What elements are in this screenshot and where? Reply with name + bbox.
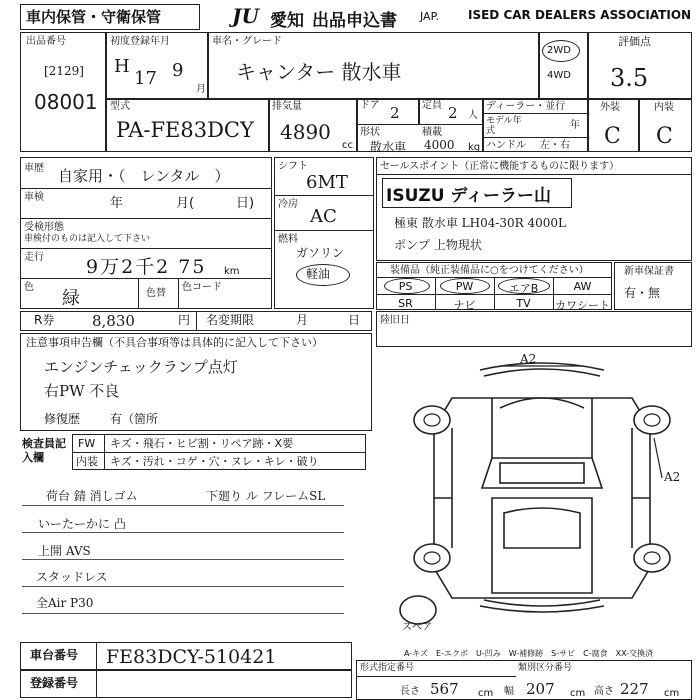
handle-label: ハンドル [486, 140, 526, 151]
interior-label: 内装 [654, 102, 674, 113]
capacity-value: 2 [448, 104, 458, 122]
model-year-unit: 年 [570, 120, 580, 131]
registration-era: H [114, 56, 130, 77]
lot-sub-number: [2129] [44, 64, 84, 78]
repair-label: 修復歴 [44, 412, 81, 426]
shift-label: シフト [278, 161, 308, 172]
color-value: 緑 [62, 288, 80, 309]
doors-value: 2 [390, 104, 400, 122]
equipment-label: 装備品（純正装備品に○をつけてください） [390, 265, 589, 276]
score-label: 評価点 [618, 35, 651, 48]
mileage-value: 9万2千2 75 [86, 256, 207, 278]
english-title: ISED CAR DEALERS ASSOCIATION [468, 8, 692, 22]
equip-navi: ナビ [453, 299, 476, 312]
equip-pw: PW [455, 280, 474, 293]
drive-2wd: 2WD [547, 45, 571, 56]
form-title: 出品申込書 [312, 11, 397, 31]
shape-label: 形状 [360, 127, 380, 138]
height-label: 高さ [594, 686, 614, 697]
ac-value: AC [310, 206, 337, 227]
recycle-label: R券 [34, 313, 55, 327]
ju-logo: JU [232, 4, 259, 28]
fuel-label: 燃料 [278, 234, 298, 245]
length-unit: cm [478, 688, 494, 699]
model-type-label: モデル年式 [486, 116, 522, 136]
rikuun-box [376, 311, 692, 347]
inspector-note-5: 全Air P30 [36, 596, 94, 610]
frame-value: FE83DCY-510421 [106, 646, 277, 668]
inspector-note-1b: 下廻り ル フレームSL [206, 489, 326, 503]
storage-label: 車内保管・守衛保管 [26, 8, 162, 26]
inspector-fw-label: FW [78, 437, 96, 450]
name-change-month: 月 [296, 313, 309, 327]
warranty-label: 新車保証書 [624, 266, 674, 277]
exterior-grade: C [604, 124, 621, 149]
vehicle-name-value: キャンター 散水車 [236, 60, 402, 84]
recycle-unit: 円 [178, 313, 191, 327]
drive-4wd: 4WD [547, 70, 571, 81]
load-label: 積載 [422, 127, 442, 138]
inspector-label: 検査員記入欄 [22, 437, 66, 464]
equip-tv: TV [516, 297, 531, 310]
diagram-top-mark: A2 [520, 352, 537, 366]
jap-label: JAP. [420, 10, 439, 23]
notes-line-2: 右PW 不良 [44, 382, 120, 400]
inspection-year: 年 [110, 196, 124, 211]
inspector-fw-items: キズ・飛石・ヒビ割・リペア跡・X要 [110, 437, 294, 450]
sales-point-label: セールスポイント（正常に機能するものに限ります） [380, 161, 620, 172]
damage-legend: A-キズ E-エクボ U-凹み W-補修跡 S-サビ C-腐食 XX-交換済 [404, 649, 654, 658]
color-label: 色 [24, 282, 34, 293]
doors-label: ドア [360, 100, 380, 111]
rikuun-label: 陸旧日 [380, 315, 410, 326]
name-change-day: 日 [348, 313, 361, 327]
sales-line-1: 極東 散水車 LH04-30R 4000L [394, 216, 567, 230]
association-name: 愛知 [270, 11, 304, 31]
reg-type-label: 形式指定番号 [360, 663, 415, 673]
displacement-value: 4890 [280, 120, 331, 144]
diagram-side-mark: A2 [664, 470, 681, 484]
mileage-unit: km [224, 266, 240, 277]
equip-airbag: エアB [508, 282, 539, 295]
registration-label: 初度登録年月 [110, 36, 170, 47]
model-value: PA-FE83DCY [116, 118, 254, 142]
load-unit: kg [468, 142, 481, 153]
equip-aw: AW [573, 280, 592, 293]
inspection-day: 日) [236, 196, 255, 211]
displacement-unit: cc [342, 140, 353, 151]
fuel-gasoline: ガソリン [296, 246, 345, 260]
interior-grade: C [656, 124, 673, 149]
equip-sr: SR [398, 297, 413, 310]
receipt-note: 車検付のものは記入して下さい [24, 234, 151, 244]
shape-value: 散水車 [370, 140, 407, 154]
score-value: 3.5 [610, 64, 649, 92]
lot-number: 08001 [34, 90, 98, 114]
color-change-label: 色替 [146, 288, 166, 299]
width-unit: cm [570, 688, 586, 699]
height-value: 227 [620, 680, 649, 698]
spare-label: スペア [402, 622, 432, 633]
equip-leather: カワシート [555, 299, 610, 312]
inspector-note-2: いーたーかに 凸 [38, 517, 126, 531]
fuel-diesel: 軽油 [306, 267, 331, 281]
registration-year: 17 [134, 68, 157, 89]
car-diagram [392, 348, 692, 648]
inspection-label: 車検 [24, 192, 44, 203]
color-code-label: 色コード [182, 282, 222, 293]
equip-ps: PS [398, 280, 413, 293]
ac-label: 冷房 [278, 199, 298, 210]
load-value: 4000 [424, 138, 455, 152]
registration-month-suffix: 月 [196, 84, 206, 95]
handle-options: 左・右 [540, 140, 570, 151]
inspector-int-items: キズ・汚れ・コゲ・穴・ヌレ・キレ・破り [110, 455, 319, 468]
height-unit: cm [664, 688, 680, 699]
exterior-label: 外装 [600, 102, 620, 113]
shift-value: 6MT [306, 172, 348, 193]
inspection-month: 月( [176, 196, 195, 211]
dealer-label: ディーラー・並行 [486, 101, 566, 112]
warranty-options: 有・無 [624, 286, 661, 300]
model-label: 型式 [110, 101, 130, 112]
inspector-note-4: スタッドレス [36, 570, 108, 584]
class-label: 類別区分番号 [518, 663, 573, 673]
length-value: 567 [430, 680, 459, 698]
width-value: 207 [526, 680, 555, 698]
notes-label: 注意事項申告欄（不具合事項等は具体的に記入して下さい） [26, 336, 323, 349]
inspector-int-label: 内装 [76, 455, 98, 468]
usage-label: 車歴 [24, 163, 44, 174]
repair-value: 有（箇所 [110, 412, 159, 426]
capacity-label: 定員 [422, 100, 442, 111]
width-label: 幅 [504, 686, 514, 697]
name-change-label: 名変期限 [206, 313, 255, 327]
frame-label: 車台番号 [30, 648, 79, 662]
length-label: 長さ [400, 686, 420, 697]
displacement-label: 排気量 [272, 101, 302, 112]
vehicle-name-label: 車名・グレード [212, 36, 282, 47]
sales-line-2: ポンプ 上物現状 [394, 238, 482, 252]
inspector-note-1: 荷台 錆 消しゴム [46, 489, 138, 503]
reg-label: 登録番号 [30, 676, 79, 690]
mileage-label: 走行 [24, 252, 44, 263]
recycle-value: 8,830 [92, 312, 135, 330]
inspector-note-3: 上開 AVS [38, 544, 91, 558]
lot-label: 出品番号 [26, 36, 66, 47]
usage-value: 自家用・（ レンタル ） [58, 167, 230, 185]
receipt-label: 受検形態 [24, 222, 64, 233]
brand-value: ISUZU ディーラー山 [386, 186, 552, 206]
notes-line-1: エンジンチェックランプ点灯 [44, 358, 238, 376]
registration-month: 9 [172, 60, 184, 81]
capacity-unit: 人 [468, 110, 478, 121]
